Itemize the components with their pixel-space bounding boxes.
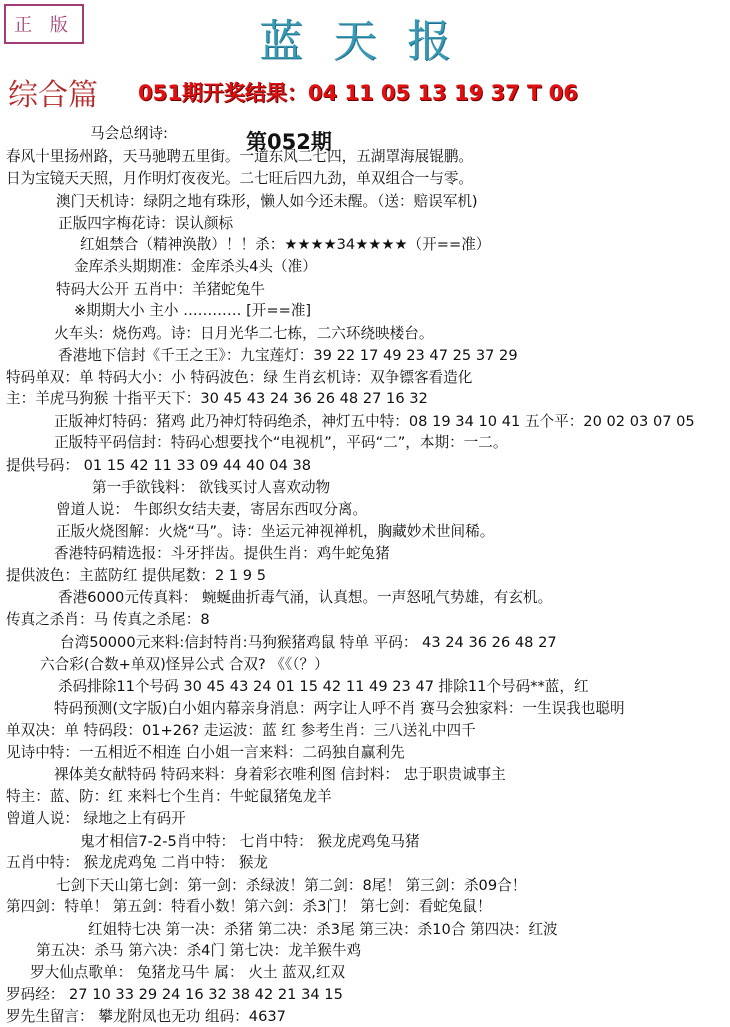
text-line: 传真之杀肖：马 传真之杀尾：8 xyxy=(6,611,210,629)
text-line: 杀码排除11个号码 30 45 43 24 01 15 42 11 49 23 47 排除11个号码**蓝，红 xyxy=(58,677,589,695)
text-line: 特码预测(文字版)白小姐内幕亲身消息：两字让人呼不肖 赛马会独家料：一生误我也聪明 xyxy=(54,700,625,718)
text-line: 单双决：单 特码段：01+26? 走运波：蓝 红 参考生肖：三八送礼中四千 xyxy=(6,721,476,739)
text-line: 裸体美女献特码 特码来料：身着彩衣唯利图 信封料： 忠于职贵诚事主 xyxy=(54,766,506,783)
text-line: 特码大公开 五肖中：羊猪蛇兔牛 xyxy=(56,280,265,298)
text-line: 第四剑：特单！ 第五剑：特看小数！第六剑：杀3门！ 第七剑：看蛇兔鼠！ xyxy=(6,898,492,916)
text-line: 特码单双：单 特码大小：小 特码波色：绿 生肖玄机诗：双争镖客看造化 xyxy=(6,368,473,386)
text-line: 香港地下信封《千王之王》：九宝莲灯：39 22 17 49 23 47 25 37 29 xyxy=(58,347,518,365)
text-line: 罗先生留言： 攀龙附凤也无功 组码：4637 xyxy=(6,1007,286,1025)
text-line: 火车头：烧伤鸡。诗：日月光华二七栋，二六环绕映楼台。 xyxy=(54,324,434,342)
text-line: 六合彩(合数+单双)怪异公式 合双? 《《（？） xyxy=(40,656,329,674)
text-line: ※期期大小 主小 ………… [开==准] xyxy=(74,302,312,320)
text-line: 澳门天机诗：绿阴之地有珠形，懒人如今还未醒。（送：赔误军机) xyxy=(56,192,478,210)
text-line: 春风十里扬州路，天马驰聘五里街。一道东风二七四，五湖罩海展锟鹏。 xyxy=(6,147,474,165)
text-line: 马会总纲诗: xyxy=(90,125,168,142)
text-line: 罗大仙点歌单： 兔猪龙马牛 属： 火土 蓝双,红双 xyxy=(30,963,346,981)
text-line: 特主：蓝、防：红 来料七个生肖：牛蛇鼠猪兔龙羊 xyxy=(6,788,332,806)
text-line: 五肖中特： 猴龙虎鸡兔 二肖中特： 猴龙 xyxy=(6,854,269,872)
text-line: 第五决：杀马 第六决：杀4门 第七决：龙羊猴牛鸡 xyxy=(36,942,362,960)
text-line: 正版神灯特码：猪鸡 此乃神灯特码绝杀，神灯五中特：08 19 34 10 41 五个平：20 02 03 07 05 xyxy=(54,412,695,430)
text-line: 七剑下天山第七剑：第一剑：杀绿波！第二剑：8尾！ 第三剑：杀09合！ xyxy=(56,876,527,894)
text-line: 正版四字梅花诗：误认颜标 xyxy=(58,215,234,233)
text-line: 提供波色：主蓝防红 提供尾数：2 1 9 5 xyxy=(6,567,267,585)
text-line: 金库杀头期期准：金库杀头4头（准） xyxy=(74,258,317,276)
text-line: 提供号码： 01 15 42 11 33 09 44 40 04 38 xyxy=(6,456,312,474)
text-line: 正版特平码信封：特码心想要找个“电视机”，平码“二”，本期：一二。 xyxy=(54,434,508,452)
previous-draw-result: 051期开奖结果：04 11 05 13 19 37 T 06 xyxy=(138,81,578,105)
text-line: 曾道人说： 绿地之上有码开 xyxy=(6,810,186,828)
genuine-edition-stamp: 正 版 xyxy=(4,4,84,44)
newspaper-masthead: 蓝天报 xyxy=(259,16,481,67)
text-line: 台湾50000元来料:信封特肖:马狗猴猪鸡鼠 特单 平码： 43 24 36 26 48 27 xyxy=(60,633,557,651)
text-line: 日为宝镜天天照，月作明灯夜夜光。二七旺后四九劲，单双组合一与零。 xyxy=(6,170,474,188)
text-line: 香港6000元传真料： 蜿蜒曲折毒气涌，认真想。一声怒吼气势雄，有玄机。 xyxy=(58,589,553,606)
text-line: 罗码经： 27 10 33 29 24 16 32 38 42 21 34 15 xyxy=(6,986,343,1004)
text-line: 主：羊虎马狗猴 十指平天下：30 45 43 24 36 26 48 27 16 32 xyxy=(6,390,428,408)
text-line: 红姐禁合（精神涣散）！！杀：★★★★34★★★★（开==准） xyxy=(80,235,491,253)
text-line: 第一手欲钱料： 欲钱买讨人喜欢动物 xyxy=(92,479,331,497)
text-line: 见诗中特：一五相近不相连 白小姐一言来料：二码独自赢利先 xyxy=(6,744,405,762)
text-line: 红姐特七决 第一决：杀猪 第二决：杀3尾 第三决：杀10合 第四决：红波 xyxy=(88,920,558,938)
text-line: 香港特码精选报：斗牙拌齿。提供生肖：鸡牛蛇兔猪 xyxy=(54,544,390,562)
issue-number: 第052期 xyxy=(246,130,332,154)
text-line: 曾道人说： 牛郎织女结夫妻，寄居东西叹分离。 xyxy=(56,500,368,518)
section-title: 综合篇 xyxy=(8,78,98,113)
text-line: 鬼才相信7-2-5肖中特： 七肖中特： 猴龙虎鸡兔马猪 xyxy=(80,832,420,850)
text-line: 正版火烧图解：火烧“马”。诗：坐运元神视禅机，胸藏妙术世间稀。 xyxy=(56,523,495,541)
